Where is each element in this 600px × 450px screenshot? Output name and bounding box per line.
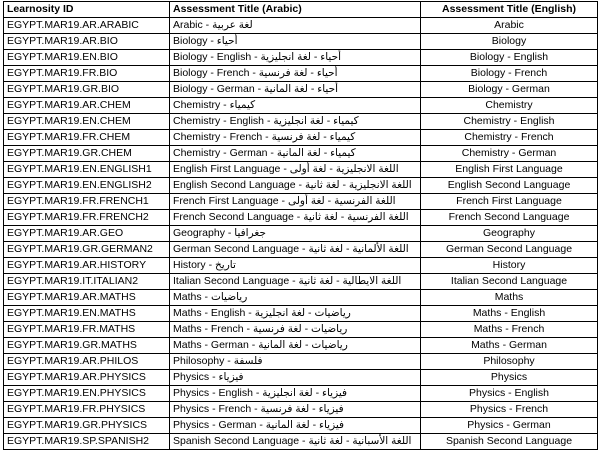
cell-assessment-title-english: Arabic: [421, 18, 598, 34]
table-header-row: [4, 2, 598, 18]
table-row: [4, 418, 598, 434]
cell-learnosity-id: EGYPT.MAR19.AR.HISTORY: [4, 258, 170, 274]
cell-assessment-title-arabic: Maths - French - رياضيات - لغة فرنسية: [170, 322, 421, 338]
cell-assessment-title-english: Chemistry - English: [421, 114, 598, 130]
cell-assessment-title-arabic: Philosophy - فلسفة: [170, 354, 421, 370]
table-row: [4, 370, 598, 386]
cell-assessment-title-arabic: Maths - رياضيات: [170, 290, 421, 306]
cell-assessment-title-english: Maths - German: [421, 338, 598, 354]
cell-learnosity-id: EGYPT.MAR19.AR.GEO: [4, 226, 170, 242]
cell-assessment-title-arabic: Biology - French - أحياء - لغة فرنسية: [170, 66, 421, 82]
cell-assessment-title-english: English Second Language: [421, 178, 598, 194]
cell-assessment-title-arabic: German Second Language - اللغة الألمانية - لغة ثانية: [170, 242, 421, 258]
cell-assessment-title-arabic: Maths - German - رياضيات - لغة المانية: [170, 338, 421, 354]
cell-assessment-title-english: Chemistry - German: [421, 146, 598, 162]
cell-assessment-title-arabic: Biology - German - أحياء - لغة المانية: [170, 82, 421, 98]
table-row: [4, 290, 598, 306]
cell-learnosity-id: EGYPT.MAR19.GR.MATHS: [4, 338, 170, 354]
cell-learnosity-id: EGYPT.MAR19.AR.PHILOS: [4, 354, 170, 370]
cell-assessment-title-arabic: Arabic - لغة عربية: [170, 18, 421, 34]
header-assessment-title-english: Assessment Title (English): [421, 2, 598, 18]
cell-assessment-title-english: Biology - German: [421, 82, 598, 98]
table-row: [4, 354, 598, 370]
cell-assessment-title-english: Chemistry: [421, 98, 598, 114]
cell-learnosity-id: EGYPT.MAR19.GR.BIO: [4, 82, 170, 98]
table-row: [4, 162, 598, 178]
cell-learnosity-id: EGYPT.MAR19.AR.PHYSICS: [4, 370, 170, 386]
cell-learnosity-id: EGYPT.MAR19.AR.CHEM: [4, 98, 170, 114]
cell-assessment-title-english: Chemistry - French: [421, 130, 598, 146]
table-row: [4, 338, 598, 354]
cell-assessment-title-arabic: Chemistry - German - كيمياء - لغة المانية: [170, 146, 421, 162]
table-row: [4, 34, 598, 50]
cell-assessment-title-arabic: English First Language - اللغة الانجليزية - لغة أولى: [170, 162, 421, 178]
header-learnosity-id: Learnosity ID: [4, 2, 170, 18]
cell-learnosity-id: EGYPT.MAR19.AR.MATHS: [4, 290, 170, 306]
cell-assessment-title-arabic: Maths - English - رياضيات - لغة انجليزية: [170, 306, 421, 322]
cell-assessment-title-english: Spanish Second Language: [421, 434, 598, 450]
cell-assessment-title-arabic: Italian Second Language - اللغة الايطالية - لغة ثانية: [170, 274, 421, 290]
cell-learnosity-id: EGYPT.MAR19.FR.CHEM: [4, 130, 170, 146]
cell-assessment-title-arabic: Chemistry - كيمياء: [170, 98, 421, 114]
cell-assessment-title-english: Physics - English: [421, 386, 598, 402]
table-row: [4, 210, 598, 226]
cell-assessment-title-english: Biology - English: [421, 50, 598, 66]
cell-assessment-title-arabic: French Second Language - اللغة الفرنسية - لغة ثانية: [170, 210, 421, 226]
table-row: [4, 18, 598, 34]
cell-assessment-title-arabic: Spanish Second Language - اللغة الأسبانية - لغة ثانية: [170, 434, 421, 450]
cell-learnosity-id: EGYPT.MAR19.FR.FRENCH1: [4, 194, 170, 210]
cell-assessment-title-arabic: Geography - جغرافيا: [170, 226, 421, 242]
cell-assessment-title-arabic: Biology - English - أحياء - لغة انجليزية: [170, 50, 421, 66]
table-row: [4, 306, 598, 322]
table-body: [4, 18, 598, 450]
cell-learnosity-id: EGYPT.MAR19.EN.ENGLISH2: [4, 178, 170, 194]
cell-learnosity-id: EGYPT.MAR19.GR.PHYSICS: [4, 418, 170, 434]
cell-assessment-title-english: French First Language: [421, 194, 598, 210]
cell-learnosity-id: EGYPT.MAR19.GR.CHEM: [4, 146, 170, 162]
table-row: [4, 130, 598, 146]
table-row: [4, 146, 598, 162]
table-row: [4, 178, 598, 194]
cell-learnosity-id: EGYPT.MAR19.AR.ARABIC: [4, 18, 170, 34]
assessment-table: [3, 1, 598, 450]
cell-assessment-title-english: Geography: [421, 226, 598, 242]
table-row: [4, 50, 598, 66]
cell-assessment-title-english: English First Language: [421, 162, 598, 178]
table-row: [4, 242, 598, 258]
cell-learnosity-id: EGYPT.MAR19.EN.BIO: [4, 50, 170, 66]
table-row: [4, 386, 598, 402]
cell-assessment-title-english: Maths: [421, 290, 598, 306]
header-assessment-title-arabic: Assessment Title (Arabic): [170, 2, 421, 18]
cell-assessment-title-english: Physics: [421, 370, 598, 386]
table-row: [4, 322, 598, 338]
table-row: [4, 66, 598, 82]
cell-assessment-title-english: Maths - French: [421, 322, 598, 338]
cell-learnosity-id: EGYPT.MAR19.FR.PHYSICS: [4, 402, 170, 418]
cell-assessment-title-english: French Second Language: [421, 210, 598, 226]
cell-assessment-title-arabic: History - تاريخ: [170, 258, 421, 274]
table-row: [4, 82, 598, 98]
cell-assessment-title-english: Physics - German: [421, 418, 598, 434]
cell-assessment-title-english: Biology - French: [421, 66, 598, 82]
cell-assessment-title-english: German Second Language: [421, 242, 598, 258]
cell-learnosity-id: EGYPT.MAR19.FR.BIO: [4, 66, 170, 82]
cell-learnosity-id: EGYPT.MAR19.AR.BIO: [4, 34, 170, 50]
table-row: [4, 274, 598, 290]
cell-assessment-title-arabic: Physics - German - فيزياء - لغة المانية: [170, 418, 421, 434]
cell-assessment-title-arabic: Physics - فيزياء: [170, 370, 421, 386]
cell-learnosity-id: EGYPT.MAR19.EN.CHEM: [4, 114, 170, 130]
cell-assessment-title-arabic: Biology - أحياء: [170, 34, 421, 50]
table-row: [4, 434, 598, 450]
cell-assessment-title-english: Philosophy: [421, 354, 598, 370]
cell-learnosity-id: EGYPT.MAR19.GR.GERMAN2: [4, 242, 170, 258]
table-row: [4, 226, 598, 242]
table-row: [4, 114, 598, 130]
cell-assessment-title-arabic: Physics - English - فيزياء - لغة انجليزية: [170, 386, 421, 402]
cell-assessment-title-english: History: [421, 258, 598, 274]
cell-learnosity-id: EGYPT.MAR19.FR.MATHS: [4, 322, 170, 338]
cell-learnosity-id: EGYPT.MAR19.EN.MATHS: [4, 306, 170, 322]
cell-learnosity-id: EGYPT.MAR19.FR.FRENCH2: [4, 210, 170, 226]
cell-assessment-title-arabic: Chemistry - English - كيمياء - لغة انجليزية: [170, 114, 421, 130]
cell-assessment-title-english: Biology: [421, 34, 598, 50]
assessment-table-container: [3, 1, 598, 450]
cell-assessment-title-english: Italian Second Language: [421, 274, 598, 290]
table-row: [4, 98, 598, 114]
table-row: [4, 258, 598, 274]
cell-learnosity-id: EGYPT.MAR19.SP.SPANISH2: [4, 434, 170, 450]
table-row: [4, 194, 598, 210]
cell-assessment-title-arabic: English Second Language - اللغة الانجليزية - لغة ثانية: [170, 178, 421, 194]
cell-assessment-title-english: Maths - English: [421, 306, 598, 322]
cell-assessment-title-english: Physics - French: [421, 402, 598, 418]
cell-assessment-title-arabic: Chemistry - French - كيمياء - لغة فرنسية: [170, 130, 421, 146]
cell-learnosity-id: EGYPT.MAR19.IT.ITALIAN2: [4, 274, 170, 290]
cell-learnosity-id: EGYPT.MAR19.EN.PHYSICS: [4, 386, 170, 402]
cell-learnosity-id: EGYPT.MAR19.EN.ENGLISH1: [4, 162, 170, 178]
cell-assessment-title-arabic: French First Language - اللغة الفرنسية - لغة أولى: [170, 194, 421, 210]
cell-assessment-title-arabic: Physics - French - فيزياء - لغة فرنسية: [170, 402, 421, 418]
